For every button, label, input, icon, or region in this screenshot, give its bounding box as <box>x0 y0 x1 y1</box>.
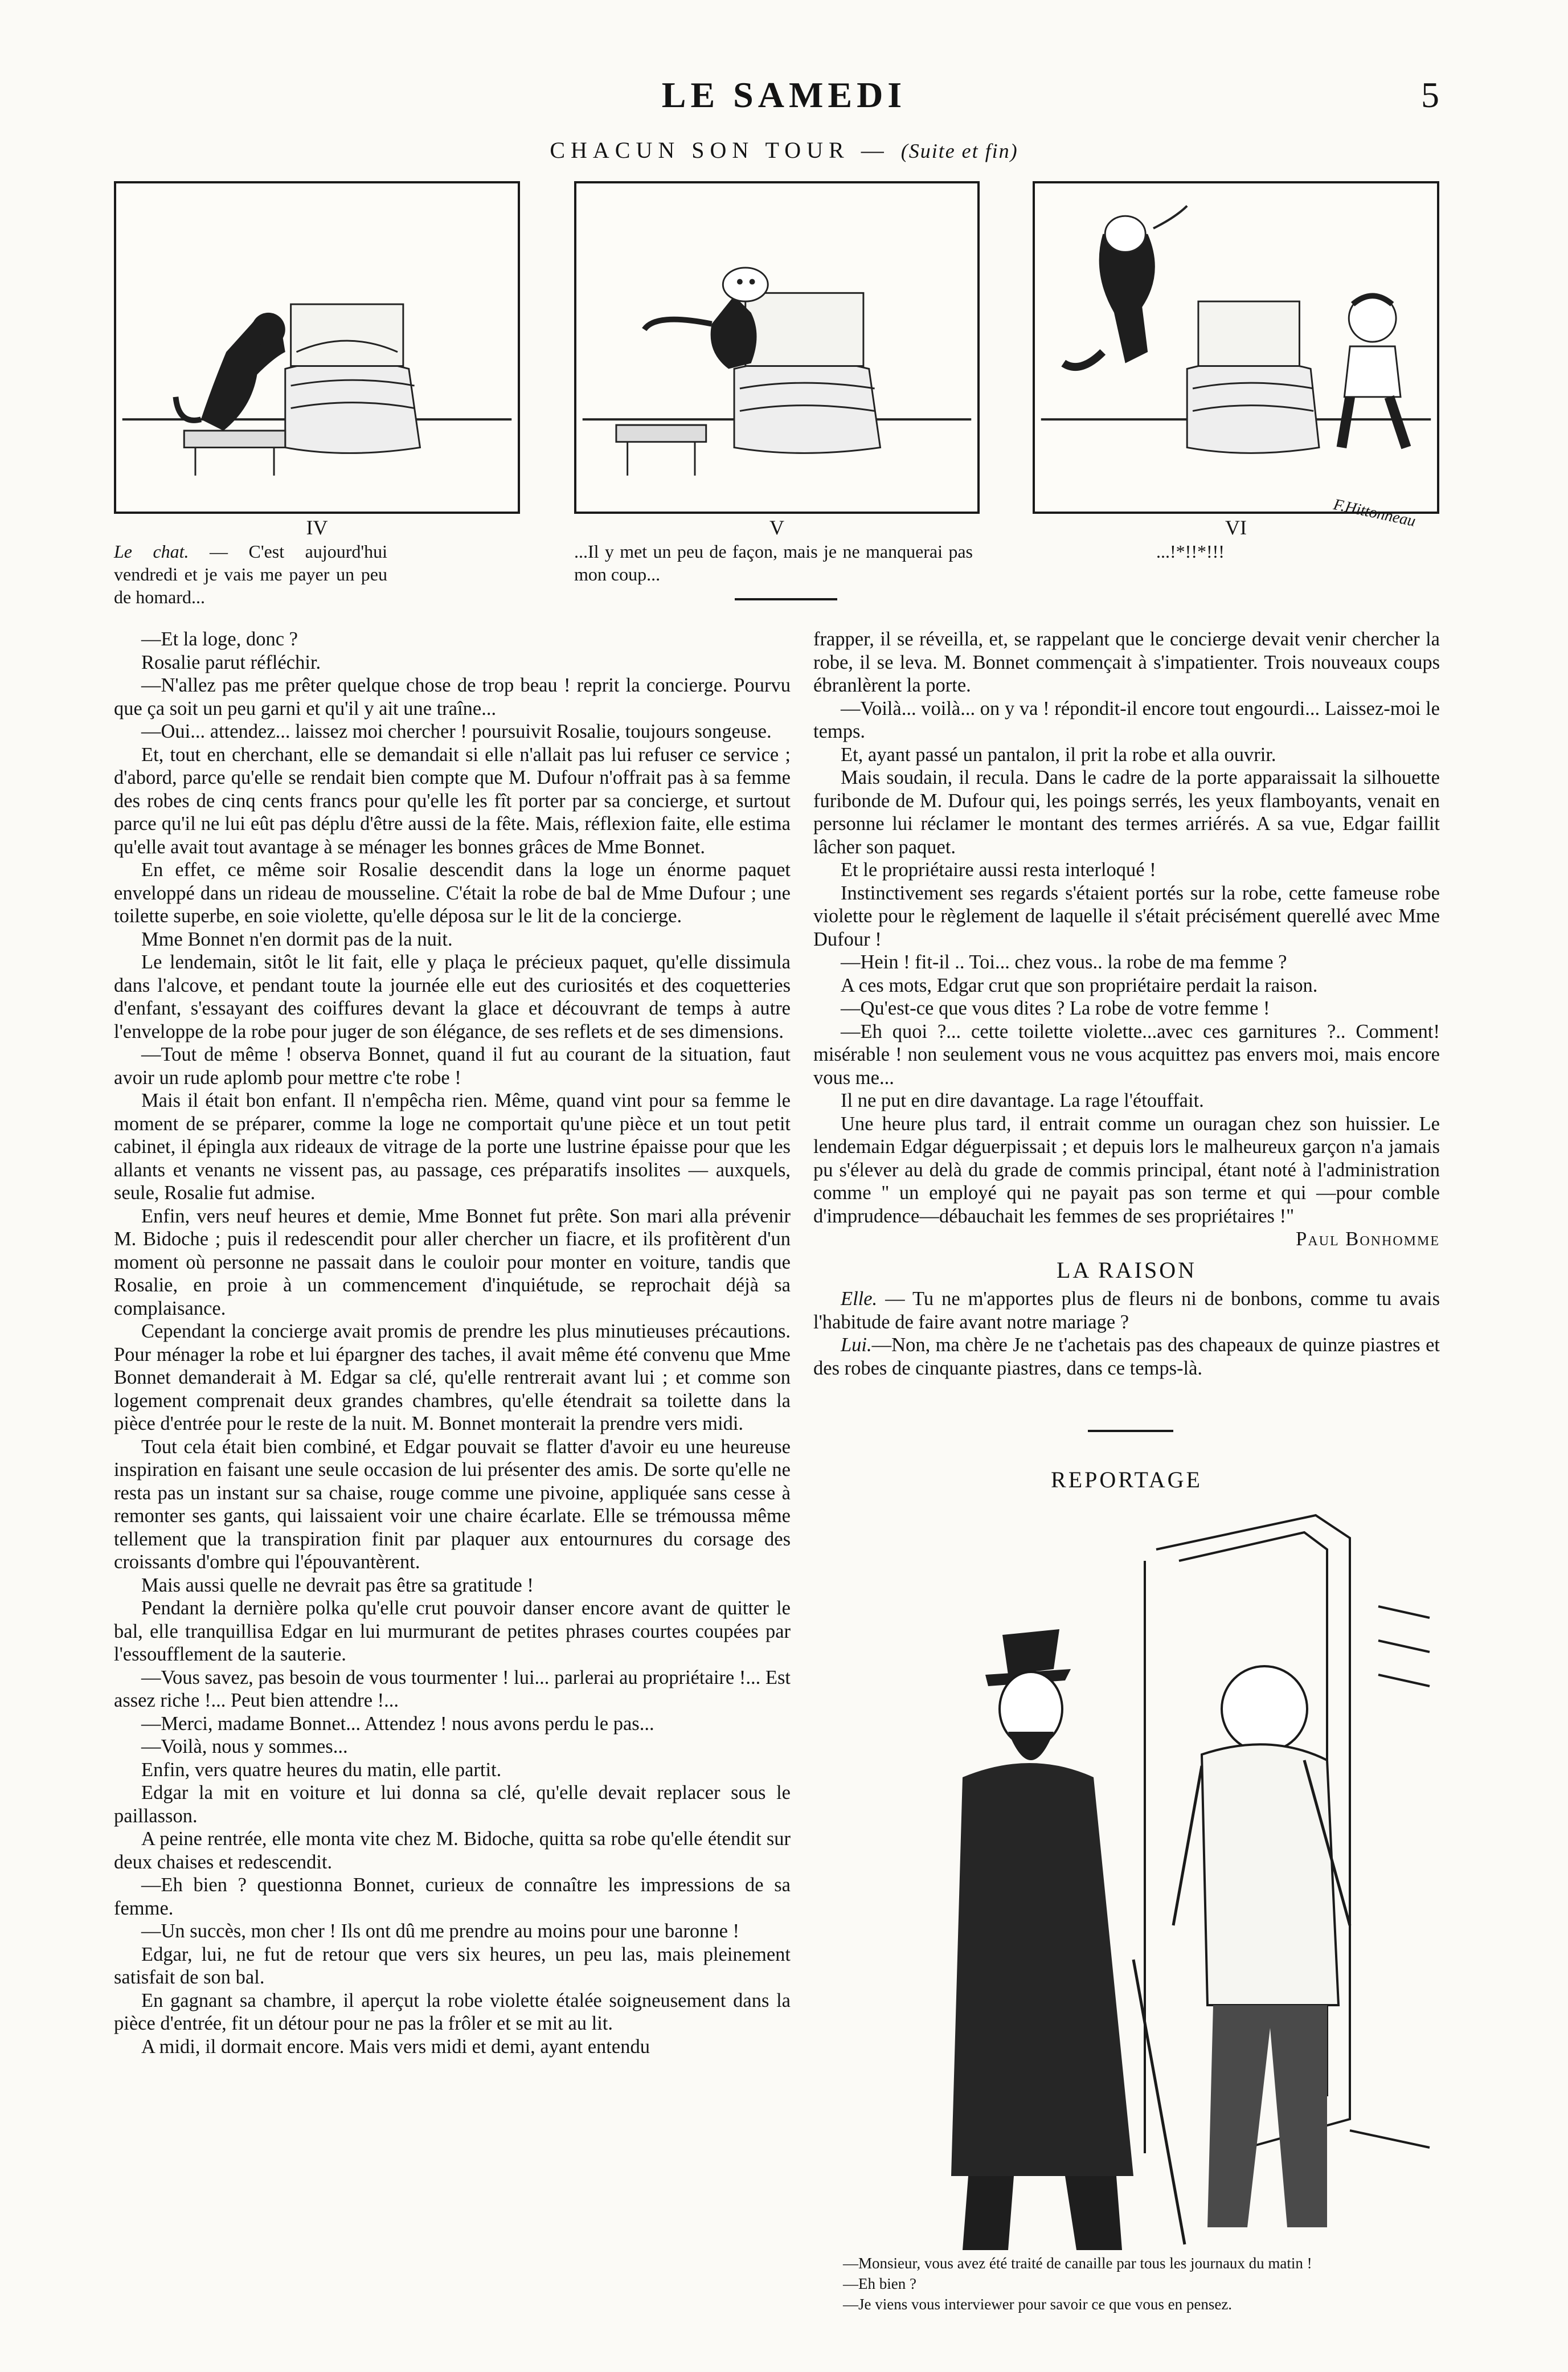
reportage-caption <box>843 2253 1435 2314</box>
paragraph: Cependant la concierge avait promis de prendre les plus minutieuses précautions. Pour ménager la robe et lui épargner des taches, il avait même été convenu que Mme Bonnet demanderait à M. Edgar sa clé, qu'elle rentrerait avant lui ; et comme son logement comprenait deux grandes chambres, qu'elle étendrait sa toilette dans la pièce d'entrée pour le reste de la nuit. M. Bonnet monterait la prendre vers midi. <box>114 1320 791 1434</box>
paragraph: Il ne put en dire davantage. La rage l'étouffait. <box>841 1090 1204 1111</box>
paragraph: Enfin, vers neuf heures et demie, Mme Bonnet fut prête. Son mari alla prévenir M. Bidoche ; puis il redescendit pour aller chercher un fiacre, et ils profitèrent d'un moment où personne ne passait dans le couloir pour monter en voiture, tandis que Rosalie, en proie à un commencement d'inquiétude, se reprochait déjà sa complaisance. <box>114 1205 791 1319</box>
panel-4-number: IV <box>306 516 328 539</box>
paragraph: —Et la loge, donc ? <box>141 628 298 650</box>
comic-panel-4 <box>114 181 520 514</box>
paragraph: —N'allez pas me prêter quelque chose de trop beau ! reprit la concierge. Pourvu que ça soit un peu garni et qu'il y ait une traîne... <box>114 674 791 719</box>
paragraph: —Hein ! fit-il .. Toi... chez vous.. la robe de ma femme ? <box>841 951 1287 973</box>
paragraph: —Oui... attendez... laissez moi chercher ! poursuivit Rosalie, toujours songeuse. <box>141 721 772 742</box>
paragraph: A ces mots, Edgar crut que son propriétaire perdait la raison. <box>841 974 1318 996</box>
paragraph: En effet, ce même soir Rosalie descendit dans la loge un énorme paquet enveloppé dans un rideau de mousseline. C'était la robe de bal de Mme Dufour ; une toilette superbe, en soie violette, qu'elle déposa sur le lit de la concierge. <box>114 859 791 927</box>
paragraph: Instinctivement ses regards s'étaient portés sur la robe, cette fameuse robe violette pour le règlement de laquelle il s'était précisément querellé avec Mme Dufour ! <box>813 882 1440 950</box>
paragraph: Mais aussi quelle ne devrait pas être sa gratitude ! <box>141 1574 534 1596</box>
raison-lui-speaker: Lui. <box>841 1334 872 1356</box>
paragraph: —Voilà... voilà... on y va ! répondit-il encore tout engourdi... Laissez-moi le temps. <box>813 697 1440 742</box>
paragraph: Pendant la dernière polka qu'elle crut pouvoir danser encore avant de quitter le bal, elle tranquillisa Edgar en lui murmurant de petites phrases courtes coupées par l'essoufflement de la sauterie. <box>114 1597 791 1665</box>
raison-lui-text: —Non, ma chère Je ne t'achetais pas des chapeaux de quinze piastres et des robes de cinquante piastres, dans ce temps-là. <box>813 1334 1440 1379</box>
panel-5-caption: ...Il y met un peu de façon, mais je ne manquerai pas mon coup... <box>574 541 973 584</box>
panel-5-number: V <box>769 516 784 539</box>
comic-panel-5 <box>574 181 980 514</box>
cat-climbing-illustration <box>576 183 977 512</box>
reportage-illustration <box>837 1492 1435 2301</box>
paragraph: Une heure plus tard, il entrait comme un ouragan chez son huissier. Le lendemain Edgar déguerpissait ; et depuis lors le malheureux garçon n'a jamais pu s'élever au delà du grade de commis principal, étant noté à l'administration comme " un employé qui ne payait pas son terme et qui —pour comble d'imprudence—débauchait les femmes de ses propriétaires !" <box>813 1113 1440 1227</box>
page-number: 5 <box>1421 75 1439 115</box>
paragraph: Edgar, lui, ne fut de retour que vers six heures, un peu las, mais pleinement satisfait de son bal. <box>114 1943 791 1988</box>
paragraph: En gagnant sa chambre, il aperçut la robe violette étalée soigneusement dans la pièce d'entrée, fit un détour pour ne pas la frôler et se mit au lit. <box>114 1989 791 2034</box>
paragraph: A midi, il dormait encore. Mais vers midi et demi, ayant entendu <box>141 2035 650 2058</box>
paragraph: Rosalie parut réfléchir. <box>141 651 321 673</box>
reportage-caption-line: —Eh bien ? <box>843 2275 916 2292</box>
strip-title-text: CHACUN SON TOUR <box>550 137 850 163</box>
raison-elle-speaker: Elle. <box>841 1288 878 1310</box>
paragraph: Le lendemain, sitôt le lit fait, elle y plaça le précieux paquet, qu'elle dissimula dans l'alcove, et pendant toute la journée elle eut des curiosités et des coquetteries d'enfant, s'essayant des coiffures devant la glace et découvrant de temps à autre l'enveloppe de la robe pour juger de son élégance, de ses reflets et de ses dimensions. <box>114 951 791 1042</box>
paragraph: Mme Bonnet n'en dormit pas de la nuit. <box>141 928 453 950</box>
raison-divider <box>1088 1430 1173 1432</box>
paragraph: Mais soudain, il recula. Dans le cadre de la porte apparaissait la silhouette furibonde de M. Dufour qui, les poings serrés, les yeux flamboyants, venait en personne lui réclamer le montant des termes arriérés. A sa vue, Edgar faillit lâcher son paquet. <box>813 767 1440 858</box>
paragraph: Et le propriétaire aussi resta interloqué ! <box>841 859 1156 881</box>
right-column <box>813 628 1440 1380</box>
raison-elle <box>813 1287 1440 1334</box>
paragraph: —Merci, madame Bonnet... Attendez ! nous avons perdu le pas... <box>141 1712 654 1735</box>
strip-subtitle: (Suite et fin) <box>900 140 1018 162</box>
panel-6-number: VI <box>1225 516 1247 539</box>
panel-4-caption <box>114 540 387 608</box>
author-signature: Paul Bonhomme <box>1296 1228 1440 1250</box>
paragraph: —Eh quoi ?... cette toilette violette...avec ces garnitures ?.. Comment! misérable ! non seulement vous ne vous acquittez pas envers moi, mais encore vous me... <box>813 1020 1440 1089</box>
cat-boy-illustration <box>1035 183 1437 512</box>
paragraph: Tout cela était bien combiné, et Edgar pouvait se flatter d'avoir eu une heureuse inspiration en faisant une seule occasion de lui présenter des amis. De sorte qu'elle ne resta pas un instant sur sa chaise, rouge comme une pivoine, appliquée sans cesse à remonter ses gants, qui laissaient voir une chaire écarlate. Elle se trémoussa même tellement que la transpiration finit par plaquer aux entournures du corsage des croissants d'ombre qui l'épouvantèrent. <box>114 1436 791 1573</box>
paragraph: —Voilà, nous y sommes... <box>141 1736 348 1757</box>
la-raison-title: LA RAISON <box>1056 1257 1197 1283</box>
cat-aquarium-illustration <box>116 183 518 512</box>
reportage-caption-line: —Monsieur, vous avez été traité de canaille par tous les journaux du matin ! <box>843 2255 1312 2272</box>
strip-title: CHACUN SON TOUR — (Suite et fin) <box>550 137 1018 163</box>
reportage-caption-line: —Je viens vous interviewer pour savoir ce que vous en pensez. <box>843 2296 1233 2313</box>
paragraph: —Qu'est-ce que vous dites ? La robe de votre femme ! <box>841 997 1270 1019</box>
panel-6-caption: ...!*!!*!!! <box>1156 541 1225 562</box>
reportage-title: REPORTAGE <box>1051 1467 1202 1492</box>
section-divider <box>735 598 837 600</box>
paragraph: Edgar la mit en voiture et lui donna sa clé, qu'elle devait replacer sous le paillasson. <box>114 1782 791 1827</box>
paragraph: Enfin, vers quatre heures du matin, elle partit. <box>141 1758 502 1781</box>
raison-lui <box>813 1334 1440 1380</box>
paragraph: Et, ayant passé un pantalon, il prit la robe et alla ouvrir. <box>841 743 1276 766</box>
paragraph: —Eh bien ? questionna Bonnet, curieux de connaître les impressions de sa femme. <box>114 1874 791 1919</box>
paragraph: —Tout de même ! observa Bonnet, quand il fut au courant de la situation, faut avoir un rude aplomb pour mettre c'te robe ! <box>114 1044 791 1089</box>
panel-4-caption-text: — C'est aujourd'hui vendredi et je vais me payer un peu de homard... <box>114 541 388 607</box>
artist-signature: F.Hittonneau <box>1332 496 1418 530</box>
paragraph: Et, tout en cherchant, elle se demandait si elle n'allait pas lui refuser ce service ; d'abord, parce qu'elle se rendait bien compte que M. Dufour n'offrait pas à sa femme des robes de cinq cents francs pour qu'elle les fît porter par sa concierge, et surtout parce qu'il ne lui eût pas déplu d'être aussi de la fête. Mais, réflexion faite, elle estima qu'elle avait tout avantage à se ménager les bonnes grâces de Mme Bonnet. <box>114 743 791 858</box>
masthead: LE SAMEDI <box>661 75 907 115</box>
paragraph: A peine rentrée, elle monta vite chez M. Bidoche, quitta sa robe qu'elle étendit sur deux chaises et redescendit. <box>114 1828 791 1873</box>
paragraph: —Vous savez, pas besoin de vous tourmenter ! lui... parlerai au propriétaire !... Est assez riche !... Peut bien attendre !... <box>114 1666 791 1711</box>
interview-illustration <box>837 1492 1435 2301</box>
raison-elle-text: — Tu ne m'apportes plus de fleurs ni de bonbons, comme tu avais l'habitude de faire avant notre mariage ? <box>813 1288 1440 1333</box>
paragraph: —Un succès, mon cher ! Ils ont dû me prendre au moins pour une baronne ! <box>141 1920 740 1942</box>
paragraph: frapper, il se réveilla, et, se rappelant que le concierge devait venir chercher la robe, il se leva. M. Bonnet commençait à s'impatienter. Trois nouveaux coups ébranlèrent la porte. <box>813 628 1440 696</box>
paragraph: Mais il était bon enfant. Il n'empêcha rien. Même, quand vint pour sa femme le moment de se préparer, comme la loge ne comportait qu'une pièce et un tout petit cabinet, il épingla aux rideaux de vitrage de la porte une lustrine épaisse pour que les allants et venants ne vissent pas, au passage, ces préparatifs insolites — auxquels, seule, Rosalie fut admise. <box>114 1090 791 1204</box>
left-column <box>114 628 791 2058</box>
panel-4-speaker: Le chat. <box>114 541 189 562</box>
comic-panel-6 <box>1033 181 1439 514</box>
